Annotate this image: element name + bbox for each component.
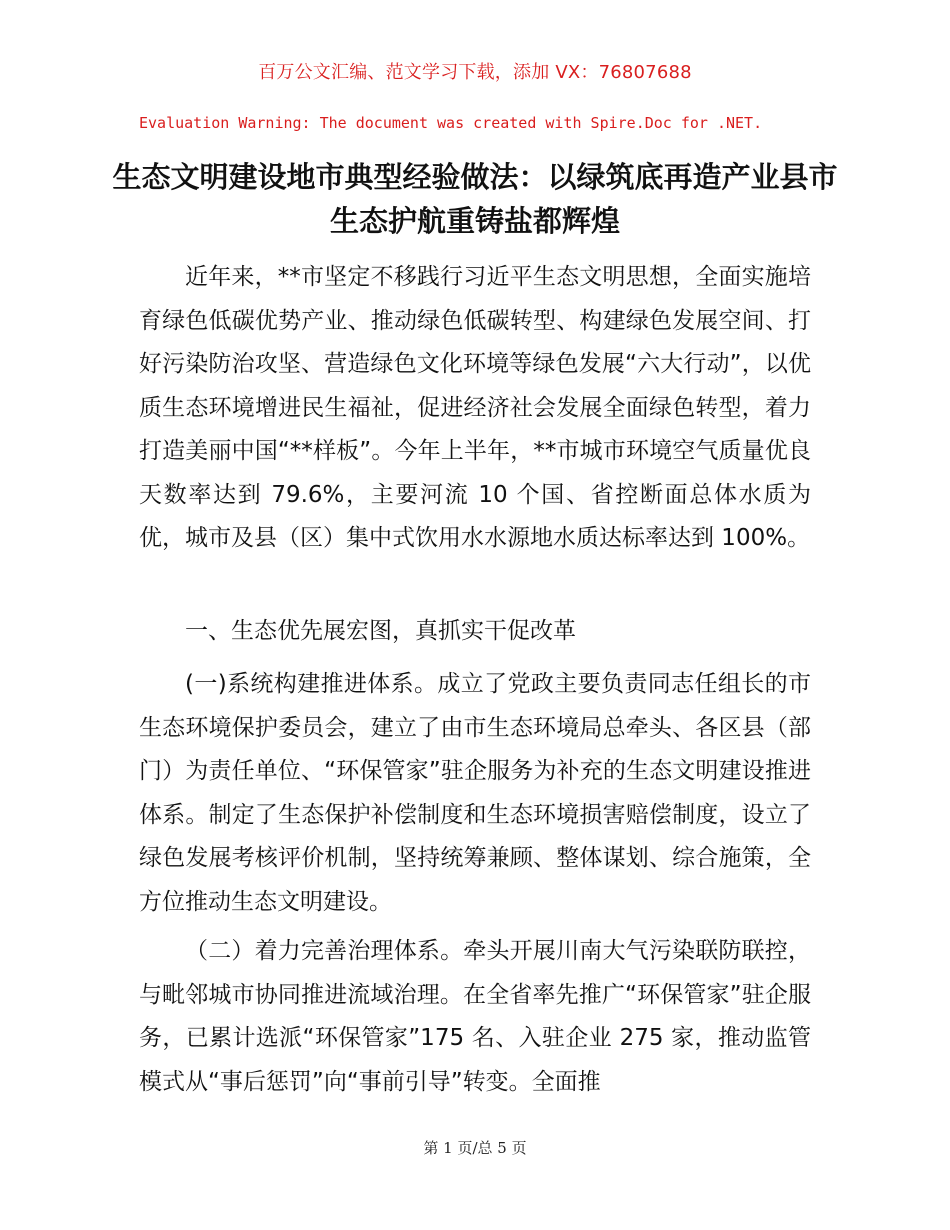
evaluation-warning: Evaluation Warning: The document was created with Spire.Doc for .NET. — [139, 114, 763, 132]
paragraph-intro: 近年来，**市坚定不移践行习近平生态文明思想，全面实施培育绿色低碳优势产业、推动绿色低碳转型、构建绿色发展空间、打好污染防治攻坚、营造绿色文化环境等绿色发展“六大行动”，以优质生态环境增进民生福祉，促进经济社会发展全面绿色转型，着力打造美丽中国“**样板”。今年上半年，**市城市环境空气质量优良天数率达到 79.6%，主要河流 10 个国、省控断面总体水质为优，城市及县（区）集中式饮用水水源地水质达标率达到 100%。 — [139, 264, 811, 551]
section-heading-1: 一、生态优先展宏图，真抓实干促改革 — [185, 618, 576, 644]
document-title: 生态文明建设地市典型经验做法：以绿筑底再造产业县市生态护航重铸盐都辉煌 — [112, 160, 838, 238]
paragraph-governance: （二）着力完善治理体系。牵头开展川南大气污染联防联控，与毗邻城市协同推进流域治理。在全省率先推广“环保管家”驻企服务，已累计选派“环保管家”175 名、入驻企业 275 家，推动监管模式从“事后惩罚”向“事前引导”转变。全面推 — [139, 938, 811, 1095]
paragraph-system-building: (一)系统构建推进体系。成立了党政主要负责同志任组长的市生态环境保护委员会，建立了由市生态环境局总牵头、各区县（部门）为责任单位、“环保管家”驻企服务为补充的生态文明建设推进体系。制定了生态保护补偿制度和生态环境损害赔偿制度，设立了绿色发展考核评价机制，坚持统筹兼顾、整体谋划、综合施策，全方位推动生态文明建设。 — [139, 671, 811, 915]
header-banner: 百万公文汇编、范文学习下载，添加 VX：76807688 — [258, 62, 692, 83]
page-number: 第 1 页/总 5 页 — [423, 1139, 527, 1157]
